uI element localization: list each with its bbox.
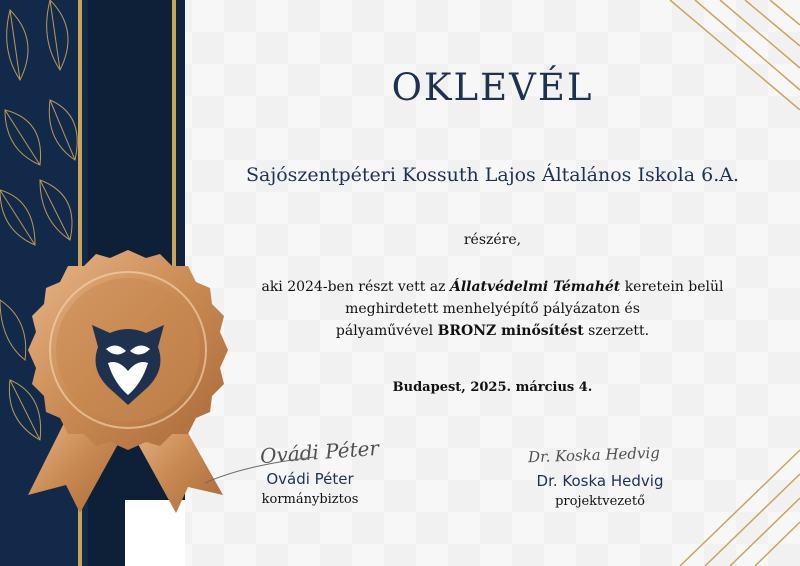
signer-1-name: Ovádi Péter — [266, 470, 354, 488]
signer-2-name: Dr. Koska Hedvig — [536, 472, 664, 490]
certificate-title: OKLEVÉL — [391, 66, 594, 109]
signature-scrawl-1: Ovádi Péter — [259, 435, 380, 469]
signer-1-role: kormánybiztos — [261, 492, 359, 507]
award-line-3: pályaművével BRONZ minősítést szerzett. — [335, 323, 650, 339]
award-level: BRONZ minősítést — [437, 323, 584, 339]
award-line-2: meghirdetett menhelyépítő pályázaton és — [345, 301, 640, 317]
signature-scrawl-2: Dr. Koska Hedvig — [527, 443, 661, 467]
signer-2-role: projektvezető — [555, 494, 645, 509]
issue-date: Budapest, 2025. március 4. — [392, 380, 593, 395]
award-line-1: aki 2024-ben részt vett az Állatvédelmi Témahét keretein belül — [261, 279, 724, 295]
recipient-name: Sajószentpéteri Kossuth Lajos Általános Iskola 6.A. — [245, 164, 740, 186]
event-name: Állatvédelmi Témahét — [449, 279, 621, 295]
award-text — [185, 276, 800, 342]
for-label: részére, — [463, 232, 522, 248]
